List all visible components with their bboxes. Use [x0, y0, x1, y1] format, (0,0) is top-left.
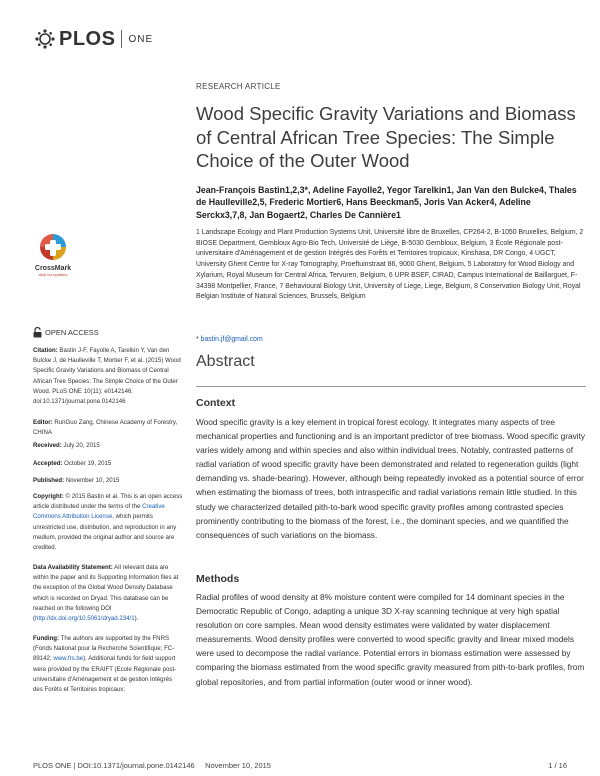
- data-availability-text-2: ).: [134, 615, 139, 623]
- funding-text-2: ). Additional funds for field support were provided by the ERAIFT (Ecole Régionale post-universitaire d'Aménagement et de gestion Intégrés des Forêts et Territoires tropicaux;: [33, 655, 177, 694]
- crossmark-badge[interactable]: [33, 232, 73, 277]
- dryad-doi-link[interactable]: http://dx.doi.org/10.5061/dryad.234/1: [35, 615, 135, 623]
- published-date: November 10, 2015: [65, 477, 120, 484]
- author-list: Jean-François Bastin1,2,3*, Adeline Fayolle2, Yegor Tarelkin1, Jan Van den Bulcke4, Thales de Haulleville2,5, Frederic Mortier6, Hans Beeckman5, Joris Van Acker4, Adeline Serckx3,7,8, Jan Bogaert2, Charles De Cannière1: [196, 185, 577, 220]
- crossmark-sub: click for updates: [38, 272, 68, 277]
- abstract-divider: [196, 386, 586, 387]
- open-lock-icon: [33, 327, 42, 338]
- published-label: Published:: [33, 477, 65, 484]
- citation-text: Bastin J-F, Fayolle A, Tarelkin Y, Van den Bulcke J, de Haulleville T, Mortier F, et al. (2015) Wood Specific Gravity Variations and Biomass of Central African Tree Species: The Simple Choice of the Outer Wood. PLoS ONE 10(11): e0142146. doi:10.1371/journal.pone.0142146: [33, 347, 181, 406]
- logo-journal: ONE: [128, 33, 154, 45]
- page-number: 1 / 16: [548, 761, 567, 770]
- editor-text: RunGuo Zang, Chinese Academy of Forestry, CHINA: [33, 419, 178, 437]
- plos-logo-mark-icon: [33, 28, 57, 50]
- logo-divider: [121, 30, 122, 48]
- citation-label: Citation:: [33, 347, 58, 354]
- methods-paragraph: Radial profiles of wood density at 8% moisture content were compiled for 14 dominant species in the Democratic Republic of Congo, adapting a unique 3D X-ray scanning technique at very high spatial resolution on core samples. Mean wood density estimates were validated by water displacement measurements. Wood density profiles were converted to wood specific gravity and linear mixed models were used to decompose the radial variance. Potential errors in biomass estimation were assessed by comparing the biomass estimated from the wood specific gravity measured from pith-to-bark profiles, from global repositories, and from partial information (outer wood or inner wood).: [196, 592, 585, 687]
- citation-block: [33, 346, 183, 407]
- context-heading: Context: [196, 397, 236, 409]
- email-star: *: [196, 336, 199, 343]
- editor-block: [33, 418, 183, 438]
- footer-doi: DOI:10.1371/journal.pone.0142146: [77, 761, 195, 770]
- funding-block: [33, 634, 183, 695]
- accepted-date: October 19, 2015: [64, 460, 112, 467]
- context-paragraph: Wood specific gravity is a key element in tropical forest ecology. It integrates many aspects of tree mechanical properties and functioning and is an important predictor of tree biomass. Wood specific gravity varies widely among and within species and also within individual trees. Notably, contrasted patterns of radial variation of wood specific gravity have been demonstrated and related to regeneration guilds (light demanding vs. shade-bearing). However, although being repeatedly invoked as a potential source of error when estimating the biomass of trees, both intraspecific and radial variations remain little studied. In this study we characterized detailed pith-to-bark wood specific gravity profiles among contrasted species prominently contributing to the biomass of the forest, i.e., the dominant species, and we quantified the consequences of such variations on the biomass.: [196, 417, 586, 540]
- copyright-label: Copyright:: [33, 493, 64, 500]
- published-block: [33, 476, 183, 486]
- footer-separator: |: [71, 761, 78, 770]
- accepted-label: Accepted:: [33, 460, 63, 467]
- article-type: RESEARCH ARTICLE: [196, 82, 281, 91]
- received-label: Received:: [33, 442, 62, 449]
- page-footer-left: [33, 761, 271, 770]
- abstract-heading: Abstract: [196, 353, 255, 370]
- license-link[interactable]: Creative Commons Attribution License: [33, 503, 165, 521]
- corresponding-email[interactable]: [196, 336, 263, 343]
- article-title: Wood Specific Gravity Variations and Biomass of Central African Tree Species: The Simple Choice of the Outer Wood: [196, 103, 576, 171]
- logo-name: PLOS: [59, 27, 116, 50]
- footer-journal: PLOS ONE: [33, 761, 72, 770]
- funding-label: Funding:: [33, 635, 60, 642]
- received-block: [33, 441, 183, 451]
- affiliations: 1 Landscape Ecology and Plant Production Systems Unit, Université libre de Bruxelles, CP264-2, B-1050 Bruxelles, Belgium, 2 BIOSE Department, Gembloux Agro-Bio Tech, Université de Liège, B-5030 Gembloux, Belgium, 3 École Régionale post-universitaire d'Aménagement et de gestion Intégrés des Forêts et Territoires tropicaux, Kinshasa, DR Congo, 4 UGCT, University Ghent Centre for X-ray Tomography, Proeftuinstraat 86, 9000 Ghent, Belgium, 5 Laboratory for Wood Biology and Xylarium, Royal Museum for Central Africa, Tervuren, Belgium, 6 UPR BSEF, CIRAD, Campus International de Baillarguet, F-34398 Montpellier, France, 7 Behavioural Biology Unit, University of Liege, Liege, Belgium, 8 Conservation Biology Unit, Royal Belgian Institute of Natural Sciences, Brussels, Belgium: [196, 229, 584, 301]
- copyright-text-1: © 2015 Bastin et al. This is an open access article distributed under the terms of the: [33, 493, 183, 511]
- received-date: July 20, 2015: [63, 442, 100, 449]
- email-link[interactable]: bastin.jf@gmail.com: [200, 336, 263, 343]
- data-availability-text-1: All relevant data are within the paper and its Supporting Information files at the exception of the Global Wood Density Database which is recorded on Dryad. This database can be reached on the following DOI (: [33, 564, 179, 623]
- copyright-block: [33, 492, 183, 553]
- frs-link[interactable]: www.frs.be: [53, 655, 84, 663]
- footer-date: November 10, 2015: [205, 761, 271, 770]
- crossmark-icon: [38, 232, 68, 266]
- editor-label: Editor:: [33, 419, 53, 426]
- data-availability-block: [33, 563, 183, 624]
- methods-heading: Methods: [196, 573, 240, 585]
- copyright-text-2: , which permits unrestricted use, distribution, and reproduction in any medium, provided the original author and source are credited.: [33, 513, 177, 552]
- open-access-badge: [33, 327, 99, 338]
- open-access-label: OPEN ACCESS: [45, 328, 99, 337]
- accepted-block: [33, 459, 183, 469]
- crossmark-label: CrossMark: [34, 265, 72, 272]
- data-availability-label: Data Availability Statement:: [33, 564, 113, 571]
- plos-one-logo[interactable]: [33, 26, 153, 52]
- funding-text-1: The authors are supported by the FNRS (Fonds National pour la Recherche Scientifique; FC-89142;: [33, 635, 175, 663]
